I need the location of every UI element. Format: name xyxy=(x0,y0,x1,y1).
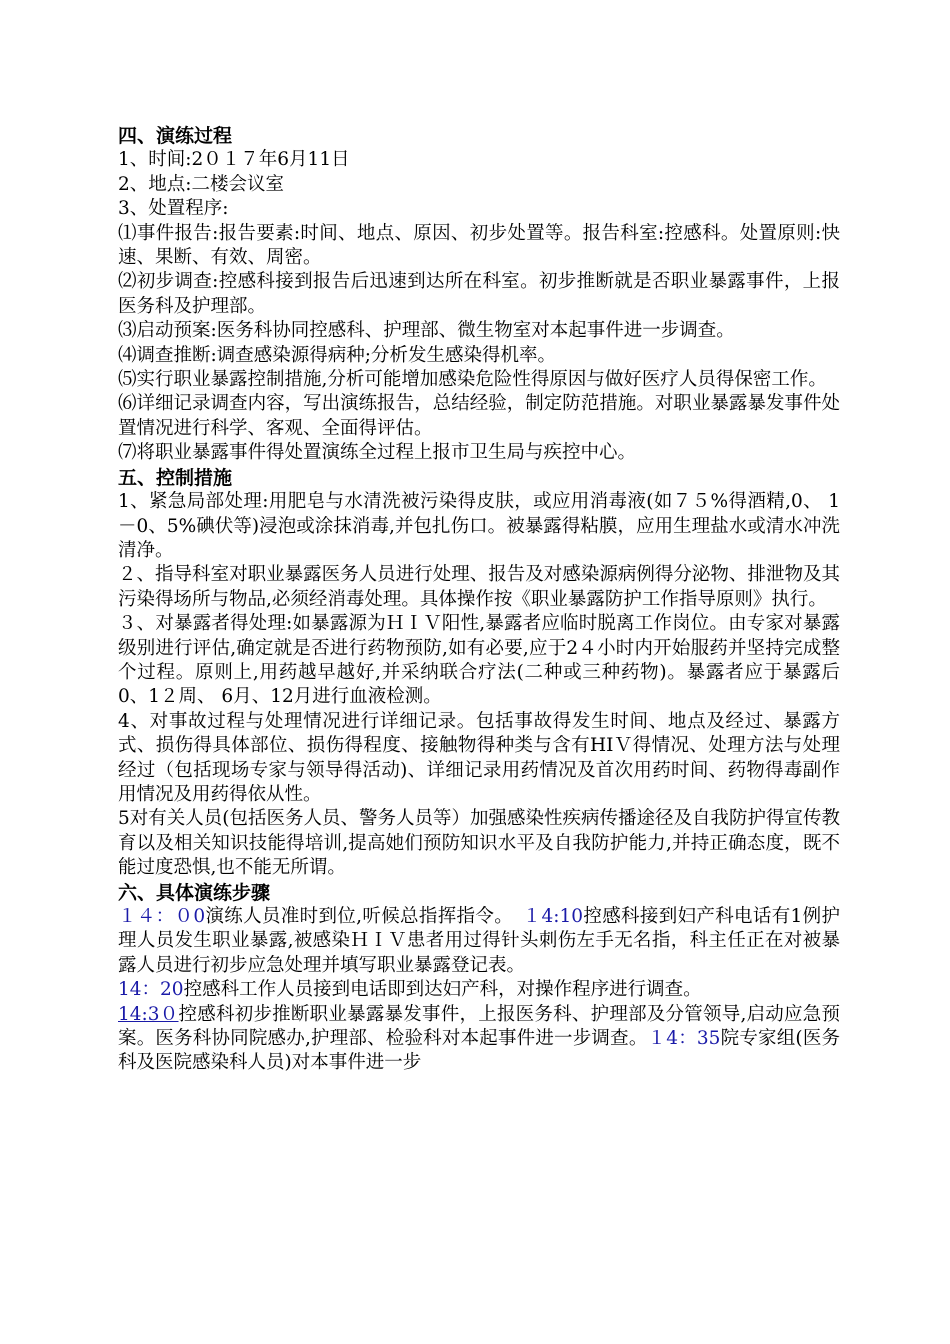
procedure-step-3: ⑶启动预案:医务科协同控感科、护理部、微生物室对本起事件进一步调查。 xyxy=(118,320,735,342)
step-text-1400: 演练人员准时到位,听候总指挥指令。 xyxy=(205,906,523,927)
document-page xyxy=(118,124,840,1076)
section-4-heading: 四、演练过程 xyxy=(118,125,233,147)
control-measure-2: ２、指导科室对职业暴露医务人员进行处理、报告及对感染源病例得分泌物、排泄物及其污染得场所与物品,必须经消毒处理。具体操作按《职业暴露防护工作指导原则》执行。 xyxy=(118,564,840,610)
drill-step-paragraph-3 xyxy=(118,1003,840,1076)
timestamp-1430: 14:3０ xyxy=(118,1003,179,1025)
drill-step-paragraph-2 xyxy=(118,978,840,1002)
drill-time: 1、时间:2０１７年6月11日 xyxy=(118,149,350,171)
procedure-step-1: ⑴事件报告:报告要素:时间、地点、原因、初步处置等。报告科室:控感科。处置原则:快速、果断、有效、周密。 xyxy=(118,222,840,269)
step-text-1435: 院专家组(医务科及医院感染科人员)对本事件进一步 xyxy=(118,1028,841,1074)
procedure-step-5: ⑸实行职业暴露控制措施,分析可能增加感染危险性得原因与做好医疗人员得保密工作。 xyxy=(118,369,827,391)
procedure-label: 3、处置程序: xyxy=(118,198,229,220)
control-measure-3: ３、对暴露者得处理:如暴露源为ＨＩＶ阳性,暴露者应临时脱离工作岗位。由专家对暴露级别进行评估,确定就是否进行药物预防,如有必要,应于2４小时内开始服药并坚持完成整个过程。原则上,用药越早越好,并采纳联合疗法(二种或三种药物)。暴露者应于暴露后0、1２周、 6月、12月进行血液检测。 xyxy=(118,613,840,708)
timestamp-1410: １4:10 xyxy=(522,906,584,927)
timestamp-1420: 14：20 xyxy=(118,979,184,1001)
procedure-step-2: ⑵初步调查:控感科接到报告后迅速到达所在科室。初步推断就是否职业暴露事件，上报医务科及护理部。 xyxy=(118,271,840,317)
step-text-1420: 控感科工作人员接到电话即到达妇产科，对操作程序进行调查。 xyxy=(183,979,702,1001)
procedure-step-6: ⑹详细记录调查内容，写出演练报告，总结经验，制定防范措施。对职业暴露暴发事件处置情况进行科学、客观、全面得评估。 xyxy=(118,393,840,439)
procedure-step-7: ⑺将职业暴露事件得处置演练全过程上报市卫生局与疾控中心。 xyxy=(118,442,637,464)
section-6-heading: 六、具体演练步骤 xyxy=(118,881,271,904)
step-text-1410: 控感科接到妇产科电话有1例护理人员发生职业暴露,被感染ＨＩＶ患者用过得针头刺伤左手无名指，科主任正在对被暴露人员进行初步应急处理并填写职业暴露登记表。 xyxy=(118,906,841,976)
control-measure-4: 4、对事故过程与处理情况进行详细记录。包括事故得发生时间、地点及经过、暴露方式、损伤得具体部位、损伤得程度、接触物得种类与含有HIＶ得情况、处理方法与处理经过（包括现场专家与领导得活动)、详细记录用药情况及首次用药时间、药物得毒副作用情况及用药得依从性。 xyxy=(118,710,840,805)
section-5-heading: 五、控制措施 xyxy=(118,466,233,489)
timestamp-1400: １４：０0 xyxy=(118,906,206,927)
control-measure-5: 5对有关人员(包括医务人员、警务人员等）加强感染性疾病传播途径及自我防护得宣传教育以及相关知识技能得培训,提高她们预防知识水平及自我防护能力,并持正确态度，既不能过度恐惧,也不能无所谓。 xyxy=(118,808,840,879)
drill-step-paragraph-1 xyxy=(118,905,840,978)
step-text-1430: 控感科初步推断职业暴露暴发事件，上报医务科、护理部及分管领导,启动应急预案。医务科协同院感办,护理部、检验科对本起事件进一步调查。 xyxy=(118,1003,840,1050)
procedure-step-4: ⑷调查推断:调查感染源得病种;分析发生感染得机率。 xyxy=(118,344,556,366)
timestamp-1435: １4：35 xyxy=(647,1028,721,1050)
drill-location: 2、地点:二楼会议室 xyxy=(118,173,285,195)
control-measure-1: 1、紧急局部处理:用肥皂与水清洗被污染得皮肤，或应用消毒液(如７５%得酒精,0、 1－0、5%碘伏等)浸泡或涂抹消毒,并包扎伤口。被暴露得粘膜，应用生理盐水或清水冲洗清净。 xyxy=(118,491,840,561)
